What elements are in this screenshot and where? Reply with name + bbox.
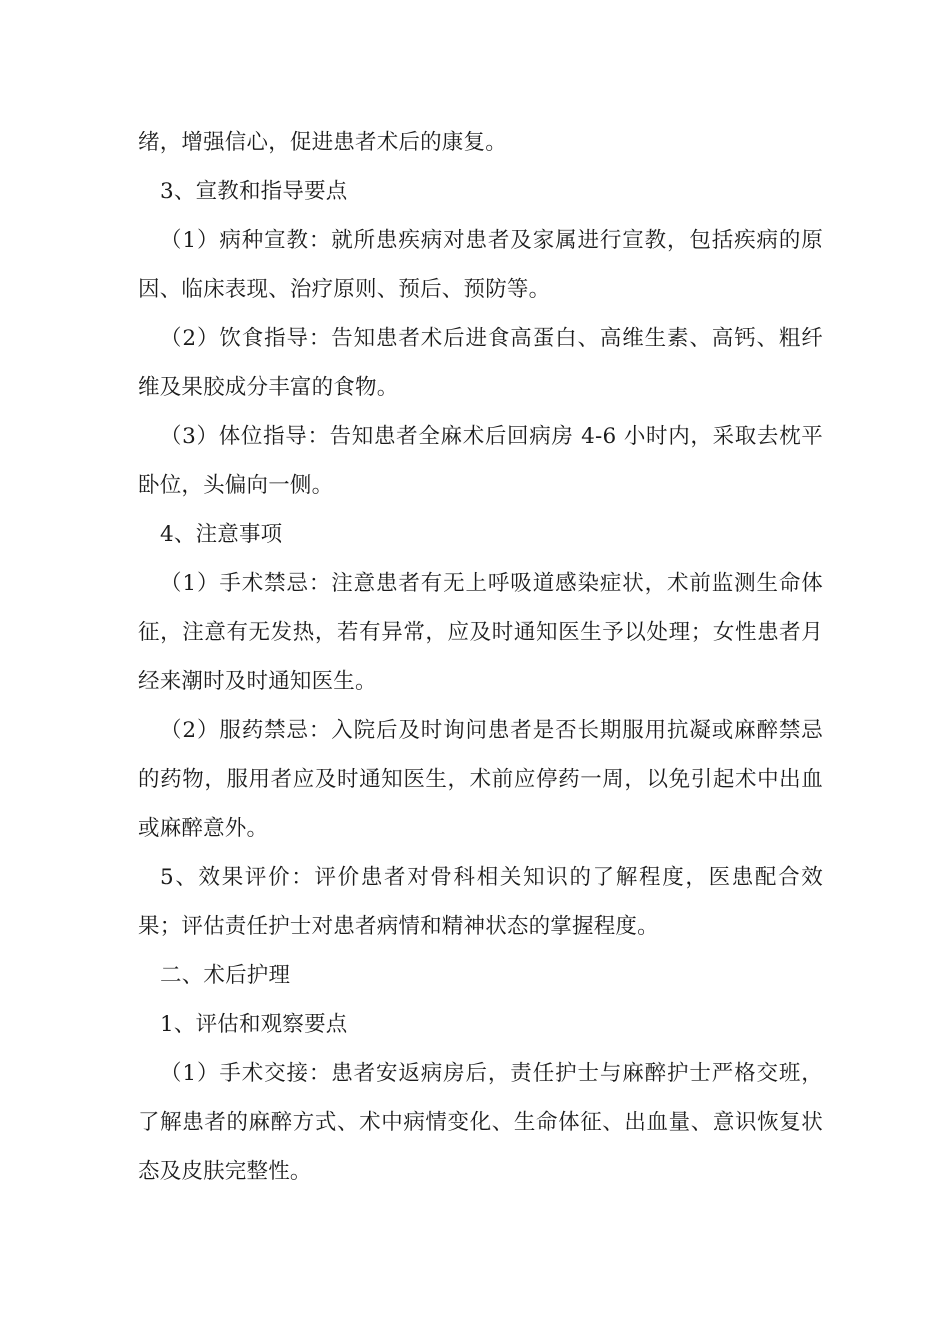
paragraph-surgery-contraindications: （1）手术禁忌：注意患者有无上呼吸道感染症状，术前监测生命体征，注意有无发热，若有异常，应及时通知医生予以处理；女性患者月经来潮时及时通知医生。: [138, 571, 823, 694]
paragraph-continuation: 绪，增强信心，促进患者术后的康复。: [138, 130, 507, 155]
heading-education-guidance: 3、宣教和指导要点: [160, 179, 348, 204]
heading-postoperative-care: 二、术后护理: [160, 963, 291, 988]
document-page: [138, 118, 823, 1196]
paragraph-surgery-handover: （1）手术交接：患者安返病房后，责任护士与麻醉护士严格交班，了解患者的麻醉方式、术中病情变化、生命体征、出血量、意识恢复状态及皮肤完整性。: [138, 1061, 823, 1184]
heading-assessment-observation: 1、评估和观察要点: [160, 1012, 348, 1037]
paragraph-effect-evaluation: 5、效果评价：评价患者对骨科相关知识的了解程度，医患配合效果；评估责任护士对患者病情和精神状态的掌握程度。: [138, 865, 823, 939]
paragraph-diet-guidance: （2）饮食指导：告知患者术后进食高蛋白、高维生素、高钙、粗纤维及果胶成分丰富的食物。: [138, 326, 823, 400]
heading-precautions: 4、注意事项: [160, 522, 283, 547]
paragraph-medication-contraindications: （2）服药禁忌：入院后及时询问患者是否长期服用抗凝或麻醉禁忌的药物，服用者应及时通知医生，术前应停药一周，以免引起术中出血或麻醉意外。: [138, 718, 823, 841]
paragraph-position-guidance: （3）体位指导：告知患者全麻术后回病房 4-6 小时内，采取去枕平卧位，头偏向一侧。: [138, 424, 823, 498]
paragraph-disease-education: （1）病种宣教：就所患疾病对患者及家属进行宣教，包括疾病的原因、临床表现、治疗原则、预后、预防等。: [138, 228, 823, 302]
